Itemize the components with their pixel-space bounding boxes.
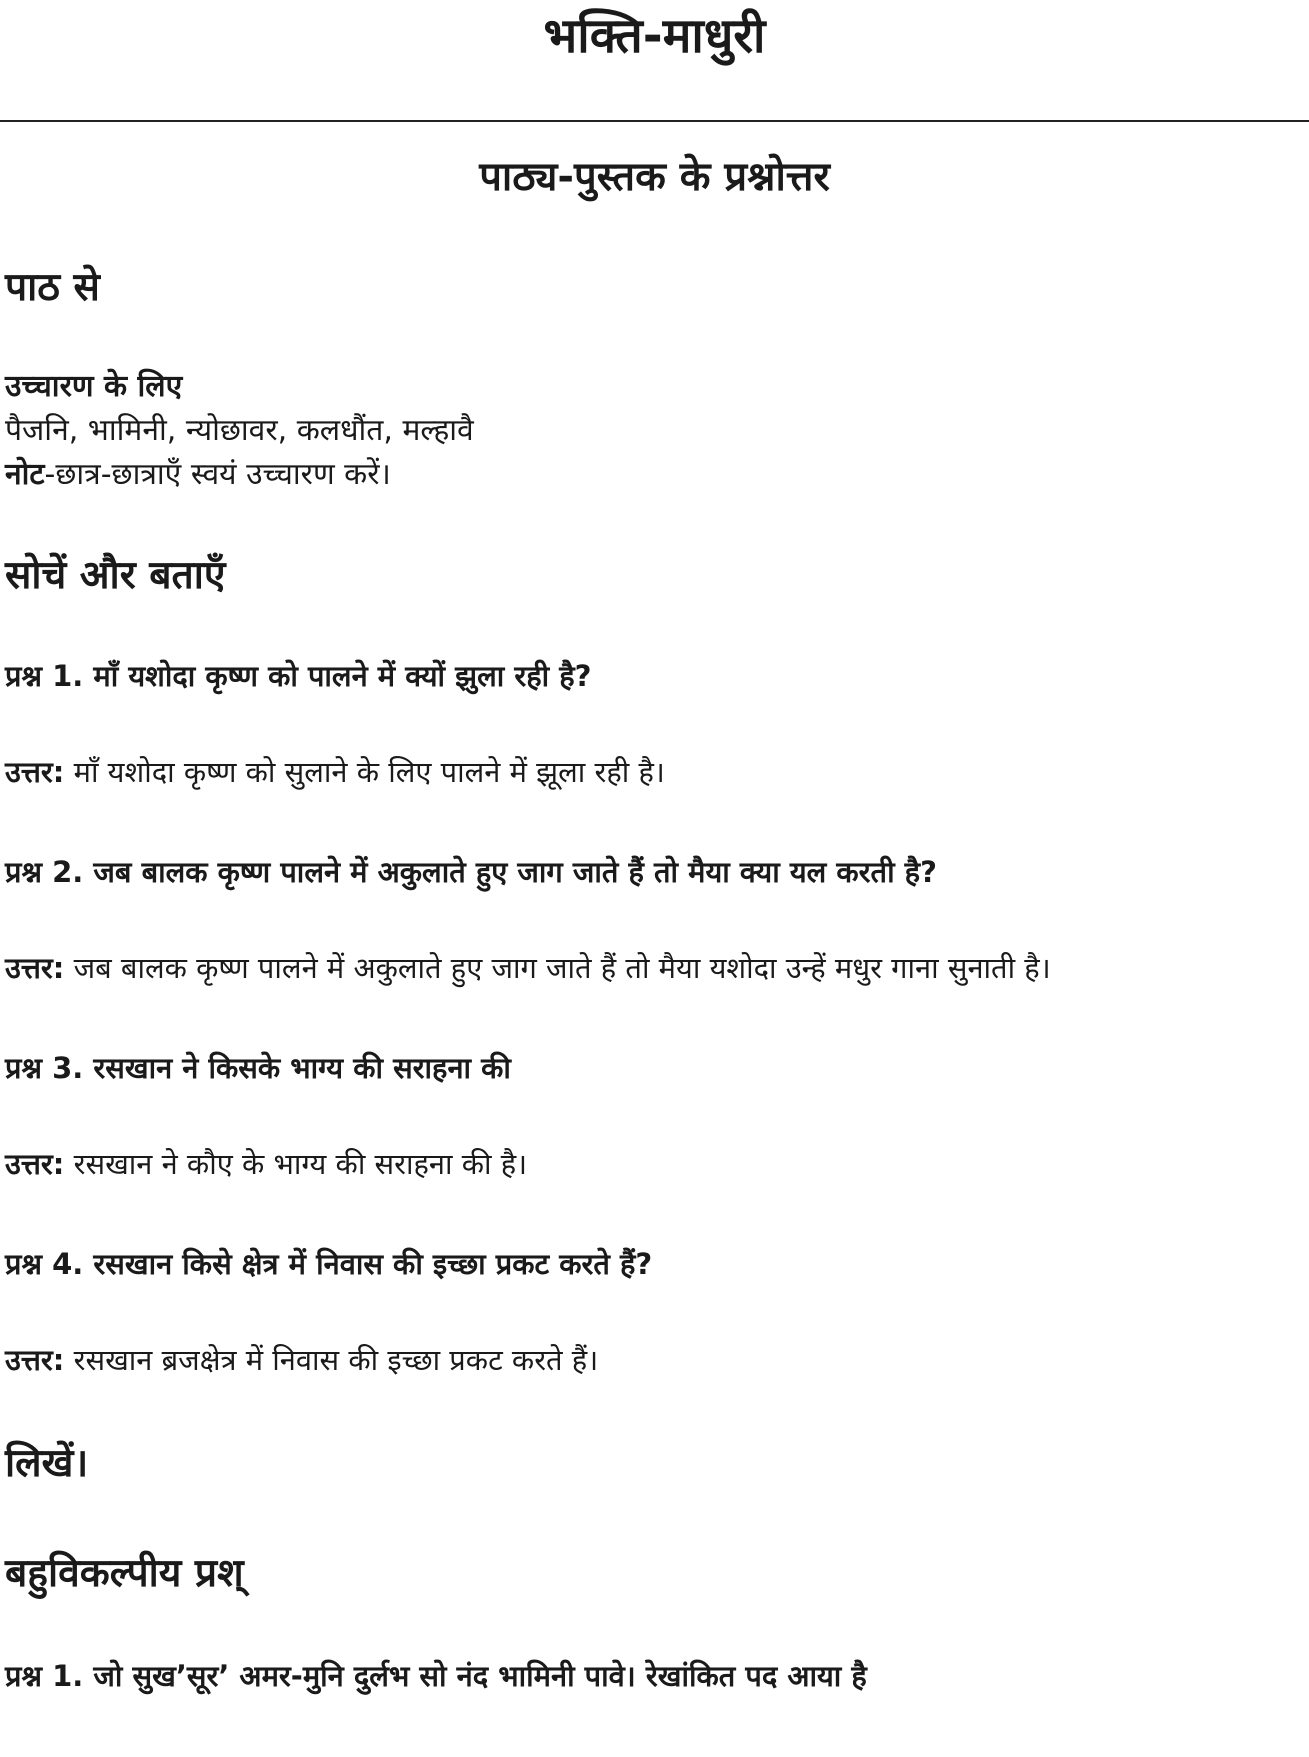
answer-1 [5,751,665,793]
heading-think-and-tell: सोचें और बताएँ [5,553,226,598]
answer-text: रसखान ब्रजक्षेत्र में निवास की इच्छा प्रकट करते हैं। [64,1343,599,1377]
note-text: -छात्र-छात्राएँ स्वयं उच्चारण करें। [44,457,391,492]
question-1: प्रश्न 1. माँ यशोदा कृष्ण को पालने में क्यों झुला रही है? [5,659,592,693]
question-3: प्रश्न 3. रसखान ने किसके भाग्य की सराहना की [5,1051,511,1085]
heading-pronunciation: उच्चारण के लिए [5,369,183,404]
mcq-question-1: प्रश्न 1. जो सुख’सूर’ अमर-मुनि दुर्लभ सो नंद भामिनी पावे। रेखांकित पद आया है [5,1659,867,1693]
answer-3 [5,1143,527,1185]
pronunciation-words: पैजनि, भामिनी, न्योछावर, कलधौंत, मल्हावै [5,413,474,448]
answer-label: उत्तर: [5,1147,65,1181]
pronunciation-note [5,454,391,496]
answer-label: उत्तर: [5,755,65,789]
note-label: नोट [5,457,45,492]
answer-4 [5,1339,598,1381]
answer-text: माँ यशोदा कृष्ण को सुलाने के लिए पालने में झूला रही है। [64,755,665,789]
question-2: प्रश्न 2. जब बालक कृष्ण पालने में अकुलाते हुए जाग जाते हैं तो मैया क्या यल करती है? [5,855,937,889]
answer-2 [5,947,1051,989]
heading-write: लिखें। [5,1441,89,1486]
answer-text: जब बालक कृष्ण पालने में अकुलाते हुए जाग जाते हैं तो मैया यशोदा उन्हें मधुर गाना सुनाती है। [64,951,1051,985]
answer-label: उत्तर: [5,1343,65,1377]
answer-label: उत्तर: [5,951,65,985]
answer-text: रसखान ने कौए के भाग्य की सराहना की है। [64,1147,528,1181]
title-divider [0,120,1309,122]
heading-mcq: बहुविकल्पीय प्रश् [5,1551,244,1596]
page-title: भक्ति-माधुरी [543,8,766,64]
heading-path-se: पाठ से [5,265,100,310]
question-4: प्रश्न 4. रसखान किसे क्षेत्र में निवास की इच्छा प्रकट करते हैं? [5,1247,653,1281]
section-subtitle: पाठ्य-पुस्तक के प्रश्नोत्तर [479,154,830,200]
